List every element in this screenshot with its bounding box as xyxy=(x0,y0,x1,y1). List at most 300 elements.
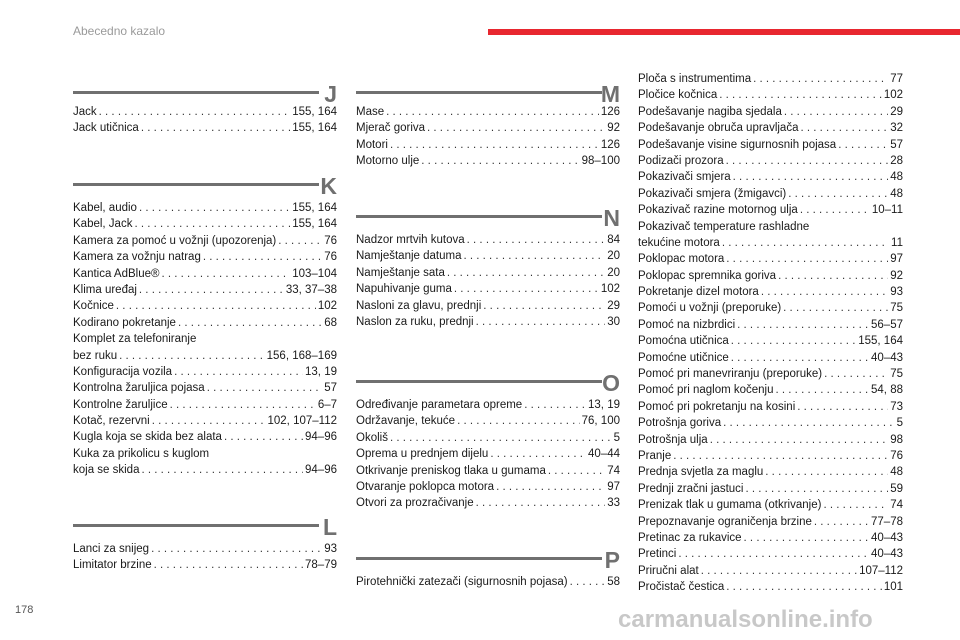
index-entry[interactable] xyxy=(638,497,903,513)
index-entry-term: Pločice kočnica xyxy=(638,89,718,102)
running-header-title: Abecedno kazalo xyxy=(73,24,166,38)
section-divider xyxy=(73,524,319,527)
index-entry-term: Priručni alat xyxy=(638,564,699,577)
dot-leader xyxy=(778,268,888,284)
index-entry[interactable] xyxy=(73,249,337,265)
index-entry-pages: 126 xyxy=(600,138,620,151)
dot-leader xyxy=(726,251,888,267)
index-entry-pages: 102, 107–112 xyxy=(267,415,337,428)
index-entry[interactable] xyxy=(356,495,620,511)
index-entry[interactable] xyxy=(356,413,620,429)
index-entry[interactable] xyxy=(73,266,337,282)
index-entry-list xyxy=(356,104,620,170)
index-entry[interactable] xyxy=(73,397,337,413)
dot-leader xyxy=(141,462,303,478)
dot-leader xyxy=(800,120,888,136)
index-entry[interactable] xyxy=(356,232,620,248)
index-entry-term: Određivanje parametara opreme xyxy=(356,399,523,411)
section-letter: M xyxy=(600,81,620,107)
index-entry-pages: 33 xyxy=(607,497,620,510)
index-entry-term: Pomoć na nizbrdici xyxy=(638,318,736,331)
dot-leader xyxy=(710,432,889,448)
page-number: 178 xyxy=(15,604,34,616)
index-entry-term: Prenizak tlak u gumama (otkrivanje) xyxy=(638,499,822,512)
dot-leader xyxy=(722,235,889,251)
section-letter: J xyxy=(324,81,337,107)
index-entry[interactable] xyxy=(356,281,620,297)
index-entry[interactable] xyxy=(638,120,903,136)
dot-leader xyxy=(161,266,290,282)
index-entry-pages: 11 xyxy=(891,236,903,249)
index-entry-term: Pomoćna utičnica xyxy=(638,335,729,348)
index-entry-pages: 77 xyxy=(890,73,903,85)
index-entry-term: Kabel, Jack xyxy=(73,218,133,231)
dot-leader xyxy=(386,104,599,120)
dot-leader xyxy=(783,300,888,316)
dot-leader xyxy=(719,87,882,103)
index-entry-pages: 155, 164 xyxy=(292,122,337,135)
dot-leader xyxy=(765,464,888,480)
dot-leader xyxy=(134,216,290,232)
dot-leader xyxy=(797,399,888,415)
index-entry[interactable] xyxy=(73,348,337,364)
index-entry[interactable] xyxy=(638,464,903,480)
index-entry-term: Potrošnja goriva xyxy=(638,417,722,430)
index-entry[interactable] xyxy=(638,350,903,366)
index-entry-pages: 155, 164 xyxy=(858,335,903,348)
index-entry[interactable] xyxy=(638,415,903,431)
dot-leader xyxy=(761,284,888,300)
index-entry-term: Otvaranje poklopca motora xyxy=(356,480,495,493)
index-entry-list xyxy=(356,232,620,330)
index-entry-term: Pokazivači smjera xyxy=(638,171,731,184)
index-entry[interactable] xyxy=(638,530,903,546)
index-entry[interactable] xyxy=(73,541,337,557)
index-entry-pages: 76, 100 xyxy=(581,415,620,428)
section-divider xyxy=(356,380,602,383)
index-entry-term: Podešavanje visine sigurnosnih pojasa xyxy=(638,138,837,151)
index-entry[interactable] xyxy=(638,514,903,530)
index-entry-term: Komplet za telefoniranje xyxy=(73,333,197,346)
dot-leader xyxy=(733,169,889,185)
index-entry-pages: 10–11 xyxy=(871,204,903,217)
index-entry-term: Konfiguracija vozila xyxy=(73,365,173,378)
index-entry-pages: 98 xyxy=(890,433,903,446)
dot-leader xyxy=(151,541,322,557)
dot-leader xyxy=(776,382,870,398)
index-entry-term: Podešavanje nagiba sjedala xyxy=(638,105,782,118)
index-entry-term: Namještanje datuma xyxy=(356,250,462,263)
index-entry[interactable] xyxy=(73,364,337,380)
index-entry-term: Pokazivač temperature rashladne xyxy=(638,220,810,233)
section-heading-p xyxy=(356,542,620,572)
index-entry-pages: 75 xyxy=(890,368,903,381)
index-entry-pages: 20 xyxy=(607,250,620,263)
dot-leader xyxy=(678,546,869,562)
dot-leader xyxy=(784,104,888,120)
index-entry-pages: 97 xyxy=(607,480,620,493)
index-entry-pages: 48 xyxy=(890,187,903,200)
section-letter: O xyxy=(602,370,620,396)
index-entry-pages: 97 xyxy=(890,253,903,266)
index-entry-pages: 13, 19 xyxy=(305,365,337,378)
index-entry-pages: 103–104 xyxy=(292,267,337,280)
dot-leader xyxy=(224,429,303,445)
index-entry-term: tekućine motora xyxy=(638,236,720,249)
index-entry-term: Motori xyxy=(356,138,388,151)
index-entry-pages: 54, 88 xyxy=(871,384,903,397)
dot-leader xyxy=(744,530,869,546)
index-entry[interactable] xyxy=(638,137,903,153)
index-entry[interactable] xyxy=(638,333,903,349)
index-entry-pages: 33, 37–38 xyxy=(285,283,337,296)
index-entry-pages: 57 xyxy=(890,138,903,151)
index-entry-term: Pomoći u vožnji (preporuke) xyxy=(638,302,782,315)
index-entry-term: bez ruku xyxy=(73,349,118,362)
dot-leader xyxy=(454,281,599,297)
index-entry-term: Pročistač čestica xyxy=(638,581,725,594)
index-entry-term: Kuka za prikolicu s kuglom xyxy=(73,447,210,460)
dot-leader xyxy=(99,104,291,120)
dot-leader xyxy=(731,333,856,349)
dot-leader xyxy=(496,479,605,495)
index-entry-term: Mjerač goriva xyxy=(356,122,426,135)
index-entry-pages: 74 xyxy=(890,499,903,512)
section-letter: N xyxy=(603,205,620,231)
index-entry-pages: 77–78 xyxy=(871,515,903,528)
index-entry-term: Jack utičnica xyxy=(73,122,139,135)
dot-leader xyxy=(731,350,869,366)
index-entry-term: Prepoznavanje ograničenja brzine xyxy=(638,515,812,528)
index-entry-term: Pokazivači smjera (žmigavci) xyxy=(638,187,787,200)
dot-leader xyxy=(390,137,599,153)
dot-leader xyxy=(463,248,605,264)
index-entry[interactable] xyxy=(356,574,620,590)
index-entry-pages: 6–7 xyxy=(317,398,337,411)
index-entry-term: Nasloni za glavu, prednji xyxy=(356,299,482,312)
index-entry-pages: 76 xyxy=(890,449,903,462)
index-entry[interactable] xyxy=(73,216,337,232)
dot-leader xyxy=(152,413,266,429)
index-entry[interactable] xyxy=(73,200,337,216)
index-entry-list xyxy=(356,574,620,590)
index-entry-term: Pretinac za rukavice xyxy=(638,531,742,544)
index-entry-pages: 101 xyxy=(883,581,903,594)
dot-leader xyxy=(701,563,857,579)
dot-leader xyxy=(178,315,322,331)
index-entry-pages: 156, 168–169 xyxy=(266,349,337,362)
dot-leader xyxy=(174,364,303,380)
index-entry[interactable] xyxy=(356,314,620,330)
index-entry-term: Okoliš xyxy=(356,431,388,444)
index-entry[interactable] xyxy=(638,284,903,300)
index-entry-pages: 48 xyxy=(890,171,903,184)
index-entry[interactable] xyxy=(73,331,337,347)
index-entry-term: Nadzor mrtvih kutova xyxy=(356,234,465,246)
index-entry-pages: 29 xyxy=(890,105,903,118)
index-entry[interactable] xyxy=(638,546,903,562)
index-entry[interactable] xyxy=(638,382,903,398)
index-entry-term: Lanci za snijeg xyxy=(73,543,150,555)
dot-leader xyxy=(788,186,888,202)
index-entry-term: Pokazivač razine motornog ulja xyxy=(638,204,798,217)
index-entry-pages: 40–43 xyxy=(871,548,903,561)
section-letter: K xyxy=(320,173,337,199)
index-entry[interactable] xyxy=(356,137,620,153)
index-entry[interactable] xyxy=(638,186,903,202)
index-entry-pages: 102 xyxy=(883,89,903,102)
index-entry-pages: 5 xyxy=(896,417,903,430)
index-entry-pages: 93 xyxy=(890,286,903,299)
index-entry-pages: 102 xyxy=(317,300,337,313)
dot-leader xyxy=(673,448,888,464)
index-entry-term: Jack xyxy=(73,106,97,118)
dot-leader xyxy=(207,380,323,396)
index-entry-term: Mase xyxy=(356,106,385,118)
index-entry-pages: 40–43 xyxy=(871,531,903,544)
index-entry-pages: 20 xyxy=(607,266,620,279)
index-entry[interactable] xyxy=(356,430,620,446)
index-entry-pages: 76 xyxy=(324,234,337,247)
index-entry-list xyxy=(73,541,337,574)
index-entry-term: Kamera za pomoć u vožnji (upozorenja) xyxy=(73,234,277,247)
index-entry[interactable] xyxy=(638,317,903,333)
index-entry-pages: 29 xyxy=(607,299,620,312)
index-entry-pages: 76 xyxy=(324,251,337,264)
index-entry-pages: 32 xyxy=(890,122,903,135)
index-entry-pages: 155, 164 xyxy=(292,202,337,214)
dot-leader xyxy=(141,120,290,136)
dot-leader xyxy=(278,233,322,249)
section-heading-m xyxy=(356,76,620,106)
index-entry-pages: 93 xyxy=(324,543,337,555)
dot-leader xyxy=(476,314,606,330)
index-entry-term: Kugla koja se skida bez alata xyxy=(73,431,222,444)
index-entry-term: Prednji zračni jastuci xyxy=(638,482,744,495)
index-entry-term: Prednja svjetla za maglu xyxy=(638,466,764,479)
section-divider xyxy=(356,557,602,560)
index-entry-term: Kontrolna žaruljica pojasa xyxy=(73,382,205,395)
index-entry[interactable] xyxy=(356,397,620,413)
dot-leader xyxy=(753,71,888,87)
dot-leader xyxy=(139,200,290,216)
index-entry[interactable] xyxy=(638,432,903,448)
index-entry[interactable] xyxy=(356,446,620,462)
index-entry-list xyxy=(356,397,620,512)
index-entry-pages: 92 xyxy=(607,122,620,135)
index-entry-pages: 126 xyxy=(600,106,620,118)
index-entry[interactable] xyxy=(638,71,903,87)
section-letter: L xyxy=(322,514,337,540)
index-entry[interactable] xyxy=(638,579,903,595)
index-entry[interactable] xyxy=(73,446,337,462)
section-heading-o xyxy=(356,365,620,395)
dot-leader xyxy=(490,446,586,462)
index-entry[interactable] xyxy=(638,300,903,316)
index-entry[interactable] xyxy=(73,282,337,298)
index-entry-term: Pranje xyxy=(638,449,672,462)
index-entry-pages: 5 xyxy=(613,431,620,444)
dot-leader xyxy=(570,574,606,590)
dot-leader xyxy=(524,397,586,413)
dot-leader xyxy=(737,317,869,333)
index-entry[interactable] xyxy=(73,120,337,136)
dot-leader xyxy=(170,397,316,413)
dot-leader xyxy=(457,413,580,429)
dot-leader xyxy=(390,430,612,446)
index-entry-term: Poklopac spremnika goriva xyxy=(638,269,777,282)
index-entry-term: Podešavanje obruča upravljača xyxy=(638,122,799,135)
index-entry-pages: 92 xyxy=(890,269,903,282)
header-accent-bar xyxy=(488,29,960,35)
section-divider xyxy=(73,183,319,186)
index-entry-term: Potrošnja ulja xyxy=(638,433,708,446)
index-entry[interactable] xyxy=(73,104,337,120)
index-entry[interactable] xyxy=(638,219,903,235)
index-entry-term: Kantica AdBlue® xyxy=(73,267,160,280)
dot-leader xyxy=(483,298,605,314)
index-entry-pages: 74 xyxy=(607,464,620,477)
index-entry-list xyxy=(73,104,337,137)
index-entry-pages: 155, 164 xyxy=(292,106,337,118)
dot-leader xyxy=(723,415,894,431)
dot-leader xyxy=(476,495,606,511)
index-entry[interactable] xyxy=(73,233,337,249)
dot-leader xyxy=(427,120,605,136)
index-entry[interactable] xyxy=(638,563,903,579)
dot-leader xyxy=(800,202,870,218)
dot-leader xyxy=(745,481,888,497)
index-entry-term: Naslon za ruku, prednji xyxy=(356,315,474,328)
index-entry-pages: 94–96 xyxy=(305,431,337,444)
index-entry-term: Kočnice xyxy=(73,300,114,313)
dot-leader xyxy=(119,348,265,364)
index-entry-pages: 59 xyxy=(890,482,903,495)
index-entry[interactable] xyxy=(73,298,337,314)
dot-leader xyxy=(548,463,605,479)
index-entry-term: Podizači prozora xyxy=(638,154,724,167)
watermark: carmanualsonline.info xyxy=(618,606,873,633)
index-entry[interactable] xyxy=(638,399,903,415)
index-entry-pages: 13, 19 xyxy=(588,399,620,411)
index-entry[interactable] xyxy=(638,366,903,382)
dot-leader xyxy=(467,232,606,248)
index-entry[interactable] xyxy=(638,153,903,169)
index-entry-term: Otvori za prozračivanje xyxy=(356,497,474,510)
index-entry-pages: 28 xyxy=(890,154,903,167)
dot-leader xyxy=(447,265,605,281)
index-entry[interactable] xyxy=(638,202,903,218)
index-entry[interactable] xyxy=(73,413,337,429)
index-entry-term: Kontrolne žaruljice xyxy=(73,398,168,411)
index-entry-pages: 73 xyxy=(890,400,903,413)
index-entry[interactable] xyxy=(356,248,620,264)
index-entry-pages: 84 xyxy=(607,234,620,246)
index-entry-term: Poklopac motora xyxy=(638,253,725,266)
section-heading-k xyxy=(73,168,337,198)
index-entry[interactable] xyxy=(356,479,620,495)
index-entry-term: Ploča s instrumentima xyxy=(638,73,752,85)
index-entry[interactable] xyxy=(638,448,903,464)
index-entry-list xyxy=(638,71,903,596)
index-entry-term: Kotač, rezervni xyxy=(73,415,150,428)
index-entry-pages: 75 xyxy=(890,302,903,315)
index-entry-term: Kodirano pokretanje xyxy=(73,316,176,329)
index-entry-term: Namještanje sata xyxy=(356,266,445,279)
index-entry-pages: 68 xyxy=(324,316,337,329)
index-entry[interactable] xyxy=(638,251,903,267)
index-entry[interactable] xyxy=(356,104,620,120)
index-entry-term: Limitator brzine xyxy=(73,559,152,572)
index-entry-term: Pretinci xyxy=(638,548,677,561)
section-heading-n xyxy=(356,200,620,230)
index-entry-pages: 94–96 xyxy=(305,464,337,477)
dot-leader xyxy=(824,366,888,382)
index-entry-pages: 40–43 xyxy=(871,351,903,364)
index-entry-term: Kabel, audio xyxy=(73,202,137,214)
index-entry-term: Motorno ulje xyxy=(356,155,420,168)
index-entry-term: Pomoć pri manevriranju (preporuke) xyxy=(638,368,823,381)
index-entry-pages: 107–112 xyxy=(859,564,903,577)
index-entry-term: koja se skida xyxy=(73,464,140,477)
index-entry-pages: 57 xyxy=(324,382,337,395)
index-entry-pages: 155, 164 xyxy=(292,218,337,231)
index-entry[interactable] xyxy=(356,120,620,136)
index-entry[interactable] xyxy=(356,298,620,314)
index-entry[interactable] xyxy=(356,463,620,479)
index-entry-pages: 40–44 xyxy=(588,448,620,461)
index-entry-term: Pomoć pri pokretanju na kosini xyxy=(638,400,796,413)
index-entry-term: Oprema u prednjem dijelu xyxy=(356,448,489,461)
dot-leader xyxy=(116,298,316,314)
index-entry[interactable] xyxy=(638,87,903,103)
index-entry[interactable] xyxy=(73,462,337,478)
dot-leader xyxy=(823,497,888,513)
section-divider xyxy=(73,91,319,94)
dot-leader xyxy=(203,249,322,265)
index-entry-term: Otkrivanje preniskog tlaka u gumama xyxy=(356,464,546,477)
index-entry[interactable] xyxy=(638,481,903,497)
index-entry[interactable] xyxy=(73,315,337,331)
section-heading-j xyxy=(73,76,337,106)
index-entry[interactable] xyxy=(638,235,903,251)
index-entry-list xyxy=(73,200,337,479)
index-entry-term: Kamera za vožnju natrag xyxy=(73,251,201,264)
section-heading-l xyxy=(73,509,337,539)
index-entry[interactable] xyxy=(73,557,337,573)
index-entry[interactable] xyxy=(356,265,620,281)
index-entry-pages: 56–57 xyxy=(871,318,903,331)
index-entry-term: Održavanje, tekuće xyxy=(356,415,456,428)
dot-leader xyxy=(838,137,888,153)
index-entry[interactable] xyxy=(356,153,620,169)
index-entry[interactable] xyxy=(638,104,903,120)
index-entry-term: Klima uređaj xyxy=(73,283,137,296)
dot-leader xyxy=(154,557,303,573)
index-entry-pages: 98–100 xyxy=(581,155,620,168)
index-entry[interactable] xyxy=(73,380,337,396)
index-entry-term: Pomoć pri naglom kočenju xyxy=(638,384,774,397)
dot-leader xyxy=(421,153,579,169)
index-entry-term: Pomoćne utičnice xyxy=(638,351,729,364)
index-entry-pages: 78–79 xyxy=(305,559,337,572)
index-entry[interactable] xyxy=(638,268,903,284)
index-entry-pages: 102 xyxy=(600,283,620,296)
dot-leader xyxy=(726,153,889,169)
dot-leader xyxy=(814,514,869,530)
index-entry[interactable] xyxy=(73,429,337,445)
index-entry[interactable] xyxy=(638,169,903,185)
